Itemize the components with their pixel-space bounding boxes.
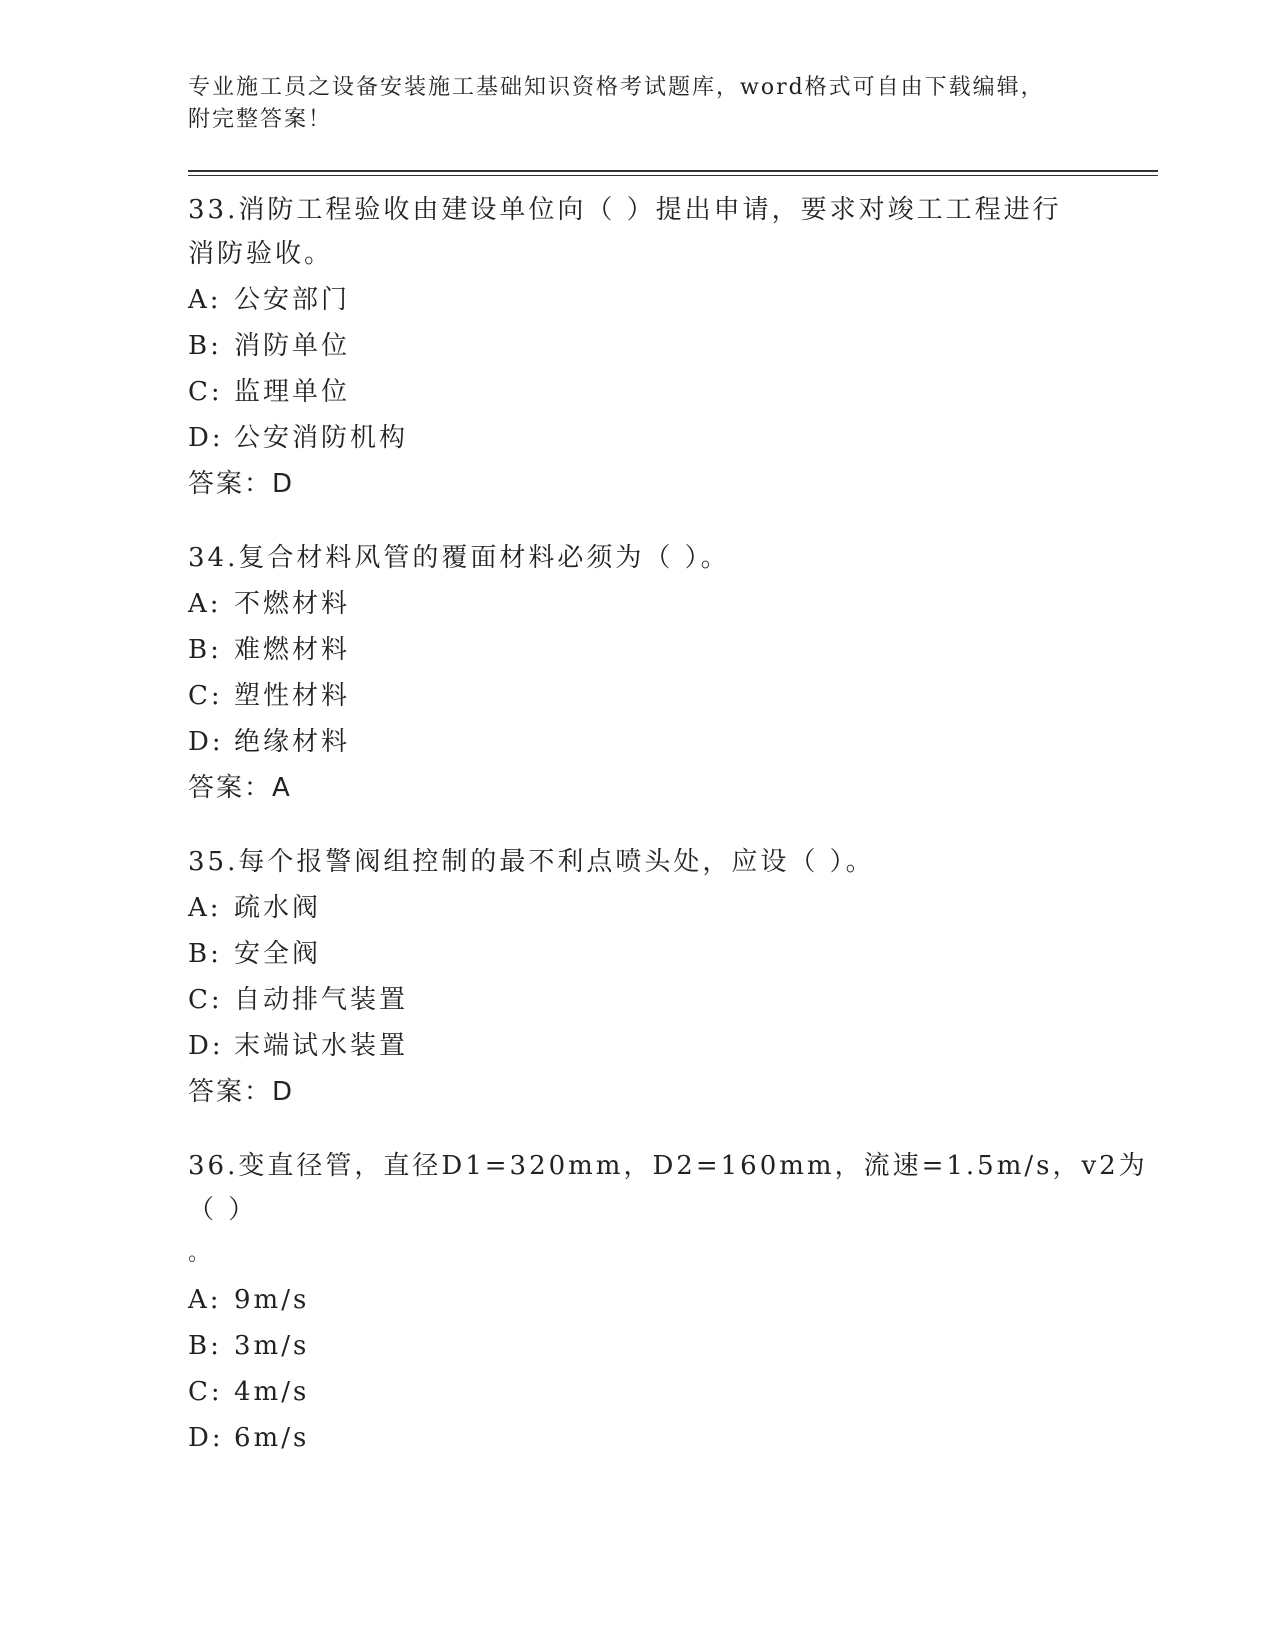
- option-d: [188, 1416, 1158, 1460]
- question-36: [188, 1144, 1158, 1460]
- option-text: 自动排气装置: [234, 985, 409, 1015]
- option-label: D:: [188, 727, 224, 757]
- option-label: C:: [188, 1377, 223, 1407]
- answer: 答案：D: [188, 1077, 295, 1107]
- question-stem: 33.消防工程验收由建设单位向（ ）提出申请，要求对竣工工程进行: [188, 195, 1062, 225]
- option-c: [188, 978, 1158, 1022]
- option-b: [188, 324, 1158, 368]
- option-a: [188, 278, 1158, 322]
- question-stem: 36.变直径管，直径D1=320mm，D2=160mm，流速=1.5m/s，v2为（ ）: [188, 1151, 1148, 1225]
- option-text: 公安部门: [234, 285, 351, 315]
- document-page: [188, 72, 1158, 1460]
- header-line-2: 附完整答案！: [188, 107, 333, 132]
- option-c: [188, 370, 1158, 414]
- option-text: 难燃材料: [234, 635, 351, 665]
- option-label: B:: [188, 331, 222, 361]
- option-text: 监理单位: [234, 377, 351, 407]
- option-label: A:: [188, 285, 222, 315]
- option-text: 不燃材料: [234, 589, 351, 619]
- question-stem: 34.复合材料风管的覆面材料必须为（ ）。: [188, 543, 730, 573]
- option-d: [188, 720, 1158, 764]
- question-34: [188, 536, 1158, 810]
- option-text: 公安消防机构: [234, 423, 409, 453]
- option-label: D:: [188, 1031, 224, 1061]
- option-label: C:: [188, 377, 223, 407]
- option-label: D:: [188, 1423, 224, 1453]
- question-33: [188, 188, 1158, 506]
- question-stem-continued: 。: [188, 1241, 211, 1266]
- option-text: 4m/s: [234, 1377, 310, 1407]
- option-d: [188, 416, 1158, 460]
- question-35: [188, 840, 1158, 1114]
- option-label: B:: [188, 1331, 222, 1361]
- option-label: B:: [188, 939, 222, 969]
- answer: 答案：A: [188, 773, 292, 803]
- option-a: [188, 1278, 1158, 1322]
- option-text: 绝缘材料: [234, 727, 351, 757]
- option-label: B:: [188, 635, 222, 665]
- option-b: [188, 1324, 1158, 1368]
- option-text: 末端试水装置: [234, 1031, 409, 1061]
- option-text: 消防单位: [234, 331, 351, 361]
- option-label: A:: [188, 589, 222, 619]
- option-label: A:: [188, 893, 222, 923]
- option-text: 6m/s: [234, 1423, 310, 1453]
- option-text: 塑性材料: [234, 681, 351, 711]
- header-divider: [188, 170, 1158, 176]
- option-c: [188, 674, 1158, 718]
- answer: 答案：D: [188, 469, 295, 499]
- option-b: [188, 932, 1158, 976]
- option-text: 3m/s: [234, 1331, 310, 1361]
- option-d: [188, 1024, 1158, 1068]
- option-text: 安全阀: [234, 939, 322, 969]
- option-c: [188, 1370, 1158, 1414]
- option-text: 9m/s: [234, 1285, 310, 1315]
- option-b: [188, 628, 1158, 672]
- header-line-1: 专业施工员之设备安装施工基础知识资格考试题库，word格式可自由下载编辑，: [188, 75, 1045, 100]
- option-a: [188, 582, 1158, 626]
- question-stem-continued: 消防验收。: [188, 239, 334, 269]
- option-label: C:: [188, 681, 223, 711]
- option-a: [188, 886, 1158, 930]
- question-stem: 35.每个报警阀组控制的最不利点喷头处，应设（ ）。: [188, 847, 875, 877]
- option-label: C:: [188, 985, 223, 1015]
- option-label: D:: [188, 423, 224, 453]
- option-text: 疏水阀: [234, 893, 322, 923]
- option-label: A:: [188, 1285, 222, 1315]
